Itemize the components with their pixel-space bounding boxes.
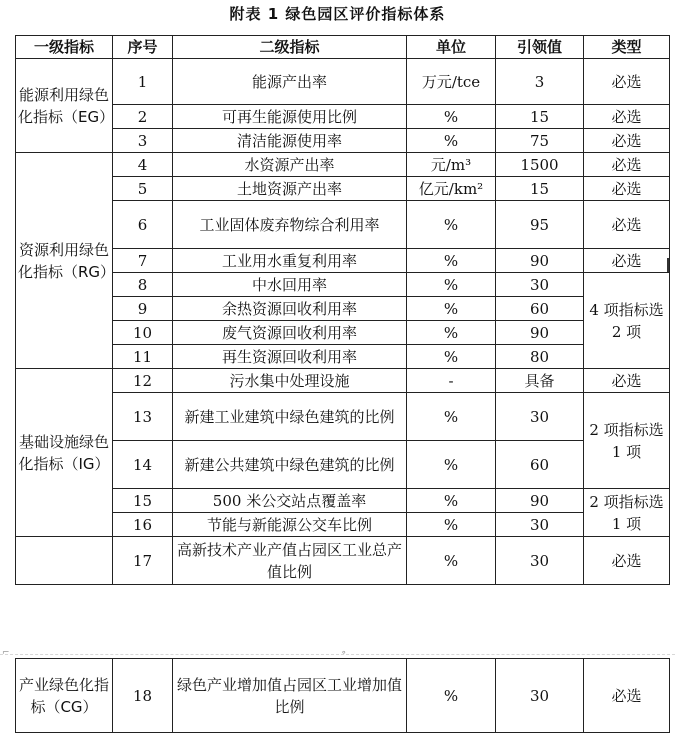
category-eg: 能源利用绿色化指标（EG） (16, 59, 113, 153)
row-type: 必选 (584, 153, 670, 177)
row-value: 95 (496, 201, 584, 249)
row-no: 13 (113, 393, 173, 441)
row-value: 30 (496, 659, 584, 733)
row-name: 水资源产出率 (173, 153, 407, 177)
row-name: 500 米公交站点覆盖率 (173, 489, 407, 513)
table-row (16, 537, 670, 585)
row-no: 2 (113, 105, 173, 129)
indicator-table (15, 35, 670, 585)
row-value: 具备 (496, 369, 584, 393)
row-name: 污水集中处理设施 (173, 369, 407, 393)
table-row (16, 177, 670, 201)
header-type: 类型 (584, 36, 670, 59)
row-type: 必选 (584, 249, 670, 273)
row-unit: % (407, 513, 496, 537)
table-row (16, 59, 670, 105)
row-value: 30 (496, 393, 584, 441)
row-type: 必选 (584, 201, 670, 249)
row-value: 75 (496, 129, 584, 153)
row-type: 必选 (584, 129, 670, 153)
table-row (16, 441, 670, 489)
corner-mark: ⌐ (2, 648, 10, 658)
row-unit: % (407, 345, 496, 369)
row-value: 15 (496, 177, 584, 201)
indicator-table-continued (15, 658, 670, 733)
row-type-group: 2 项指标选 1 项 (584, 489, 670, 537)
row-no: 17 (113, 537, 173, 585)
row-unit: - (407, 369, 496, 393)
row-no: 5 (113, 177, 173, 201)
row-value: 1500 (496, 153, 584, 177)
row-no: 3 (113, 129, 173, 153)
row-unit: % (407, 201, 496, 249)
category-cont (16, 537, 113, 585)
row-no: 15 (113, 489, 173, 513)
table-row (16, 489, 670, 513)
table-row (16, 393, 670, 441)
row-unit: % (407, 297, 496, 321)
row-unit: % (407, 273, 496, 297)
row-unit: % (407, 393, 496, 441)
row-name: 新建公共建筑中绿色建筑的比例 (173, 441, 407, 489)
row-name: 清洁能源使用率 (173, 129, 407, 153)
row-unit: 亿元/km² (407, 177, 496, 201)
row-no: 1 (113, 59, 173, 105)
row-name: 余热资源回收利用率 (173, 297, 407, 321)
row-value: 80 (496, 345, 584, 369)
row-type: 必选 (584, 369, 670, 393)
row-unit: % (407, 321, 496, 345)
table-row (16, 201, 670, 249)
row-name: 节能与新能源公交车比例 (173, 513, 407, 537)
row-type: 必选 (584, 659, 670, 733)
row-name: 高新技术产业产值占园区工业总产值比例 (173, 537, 407, 585)
table-row (16, 297, 670, 321)
row-unit: % (407, 489, 496, 513)
row-name: 能源产出率 (173, 59, 407, 105)
page-break-mark: ∘ (341, 648, 347, 658)
header-unit: 单位 (407, 36, 496, 59)
row-no: 14 (113, 441, 173, 489)
row-unit: 元/m³ (407, 153, 496, 177)
header-no: 序号 (113, 36, 173, 59)
row-no: 7 (113, 249, 173, 273)
page-break (0, 654, 675, 655)
row-type-group: 4 项指标选 2 项 (584, 273, 670, 369)
table-row (16, 513, 670, 537)
row-name: 土地资源产出率 (173, 177, 407, 201)
row-no: 6 (113, 201, 173, 249)
row-no: 10 (113, 321, 173, 345)
row-name: 工业固体废弃物综合利用率 (173, 201, 407, 249)
row-value: 30 (496, 513, 584, 537)
table-title: 附表 1 绿色园区评价指标体系 (229, 5, 446, 23)
table-row (16, 153, 670, 177)
category-ig: 基础设施绿色化指标（IG） (16, 369, 113, 537)
row-type: 必选 (584, 105, 670, 129)
row-value: 90 (496, 249, 584, 273)
row-no: 4 (113, 153, 173, 177)
row-name: 废气资源回收利用率 (173, 321, 407, 345)
row-type: 必选 (584, 59, 670, 105)
row-no: 16 (113, 513, 173, 537)
row-unit: % (407, 129, 496, 153)
row-name: 新建工业建筑中绿色建筑的比例 (173, 393, 407, 441)
row-name: 再生资源回收利用率 (173, 345, 407, 369)
table-row (16, 129, 670, 153)
row-value: 3 (496, 59, 584, 105)
row-name: 绿色产业增加值占园区工业增加值比例 (173, 659, 407, 733)
table-row (16, 659, 670, 733)
row-type: 必选 (584, 537, 670, 585)
table-row (16, 321, 670, 345)
row-no: 9 (113, 297, 173, 321)
row-value: 30 (496, 537, 584, 585)
category-cg: 产业绿色化指标（CG） (16, 659, 113, 733)
row-unit: % (407, 441, 496, 489)
row-name: 工业用水重复利用率 (173, 249, 407, 273)
table-row (16, 369, 670, 393)
row-unit: % (407, 105, 496, 129)
row-unit: % (407, 537, 496, 585)
header-level1: 一级指标 (16, 36, 113, 59)
row-name: 可再生能源使用比例 (173, 105, 407, 129)
row-no: 12 (113, 369, 173, 393)
row-no: 8 (113, 273, 173, 297)
row-no: 11 (113, 345, 173, 369)
row-value: 60 (496, 441, 584, 489)
row-value: 15 (496, 105, 584, 129)
row-value: 30 (496, 273, 584, 297)
row-type-group: 2 项指标选 1 项 (584, 393, 670, 489)
row-unit: % (407, 249, 496, 273)
header-level2: 二级指标 (173, 36, 407, 59)
category-rg: 资源利用绿色化指标（RG） (16, 153, 113, 369)
row-type: 必选 (584, 177, 670, 201)
table-row (16, 345, 670, 369)
row-name: 中水回用率 (173, 273, 407, 297)
row-unit: % (407, 659, 496, 733)
row-no: 18 (113, 659, 173, 733)
row-value: 60 (496, 297, 584, 321)
cursor-mark (667, 258, 669, 272)
row-unit: 万元/tce (407, 59, 496, 105)
row-value: 90 (496, 321, 584, 345)
header-row (16, 36, 670, 59)
header-value: 引领值 (496, 36, 584, 59)
row-value: 90 (496, 489, 584, 513)
